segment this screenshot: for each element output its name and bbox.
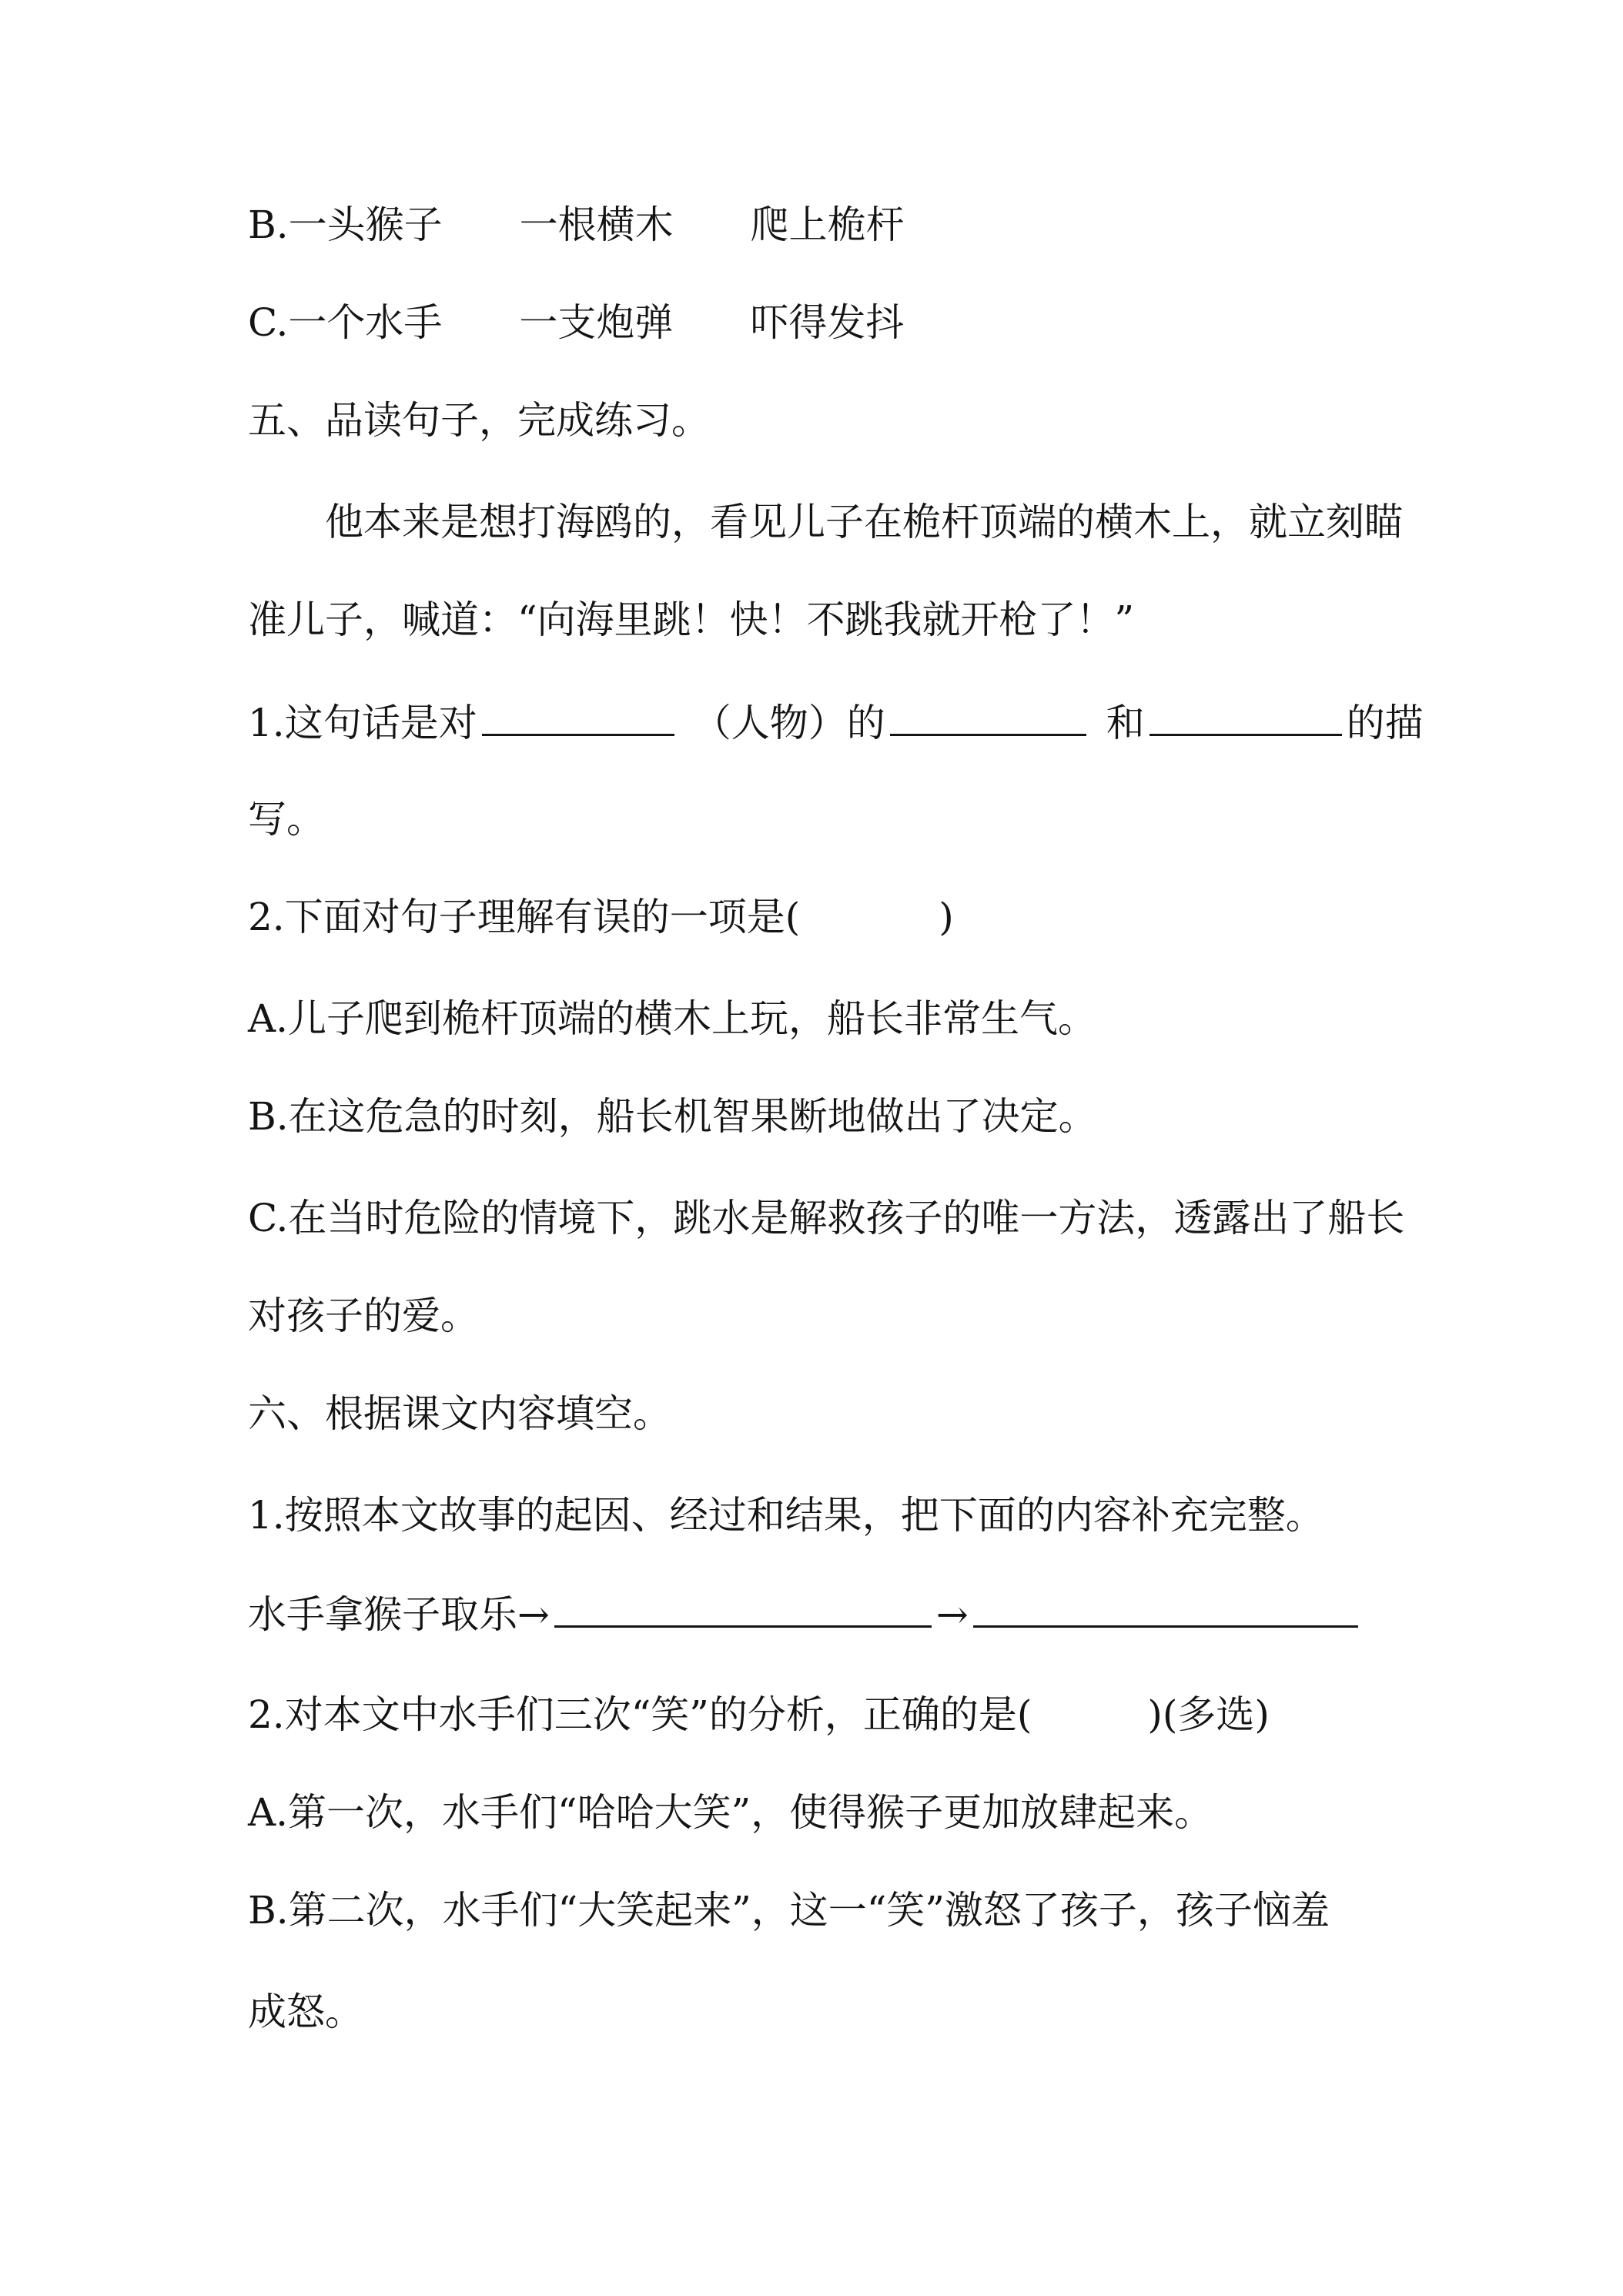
- question-text: （人物）的: [692, 701, 885, 745]
- question-text: )(多选): [1147, 1692, 1270, 1737]
- chain-start: 水手拿猴子取乐→: [248, 1592, 550, 1637]
- question-text: 和: [1106, 701, 1145, 745]
- s6-q2-option-b-cont: 成怒。: [248, 1990, 363, 2034]
- question-text: 1.这句话是对: [248, 701, 477, 745]
- option-item: 一根横木: [519, 202, 674, 247]
- answer-blank-description-1[interactable]: [890, 697, 1086, 736]
- answer-blank-description-2[interactable]: [1149, 697, 1342, 736]
- answer-blank-person[interactable]: [482, 697, 674, 736]
- option-item: 吓得发抖: [750, 300, 905, 345]
- option-label: B.: [248, 202, 289, 247]
- section-five-title: 五、品读句子，完成练习。: [248, 398, 710, 443]
- s5-q2-option-c: C.在当时危险的情境下，跳水是解救孩子的唯一方法，透露出了船长: [248, 1196, 1405, 1240]
- option-item: 一个水手: [288, 300, 443, 345]
- passage-line: 他本来是想打海鸥的，看见儿子在桅杆顶端的横木上，就立刻瞄: [325, 500, 1403, 544]
- answer-blank-result[interactable]: [973, 1588, 1358, 1628]
- q4-option-b: [248, 200, 1403, 249]
- question-text: 2.对本文中水手们三次“笑”的分析，正确的是(: [248, 1692, 1032, 1737]
- question-text: 的描: [1346, 701, 1424, 745]
- s6-question-1: 1.按照本文故事的起因、经过和结果，把下面的内容补充完整。: [248, 1493, 1324, 1538]
- s6-q1-chain: [248, 1588, 1403, 1639]
- question-text: 2.下面对句子理解有误的一项是(: [248, 895, 801, 939]
- s5-question-1: [248, 697, 1424, 748]
- s5-q2-option-b: B.在这危急的时刻，船长机智果断地做出了决定。: [248, 1094, 1097, 1139]
- s5-question-2: [248, 892, 1403, 942]
- option-item: 爬上桅杆: [750, 202, 905, 247]
- s5-q2-option-c-cont: 对孩子的爱。: [248, 1294, 479, 1338]
- s6-q2-option-b: B.第二次，水手们“大笑起来”，这一“笑”激怒了孩子，孩子恼羞: [248, 1888, 1330, 1933]
- s6-question-2: [248, 1690, 1403, 1739]
- option-item: 一头猴子: [288, 202, 443, 247]
- section-six-title: 六、根据课文内容填空。: [248, 1391, 671, 1436]
- s5-q2-option-a: A.儿子爬到桅杆顶端的横木上玩，船长非常生气。: [248, 996, 1097, 1041]
- arrow-icon: →: [935, 1592, 969, 1637]
- option-label: C.: [248, 300, 289, 345]
- passage-line: 准儿子，喊道：“向海里跳！快！不跳我就开枪了！”: [248, 597, 1135, 642]
- option-item: 一支炮弹: [519, 300, 674, 345]
- question-text: 写。: [248, 797, 325, 842]
- answer-blank-process[interactable]: [554, 1588, 932, 1628]
- question-text: ): [939, 895, 954, 939]
- s6-q2-option-a: A.第一次，水手们“哈哈大笑”，使得猴子更加放肆起来。: [248, 1790, 1213, 1835]
- q4-option-c: [248, 298, 1403, 347]
